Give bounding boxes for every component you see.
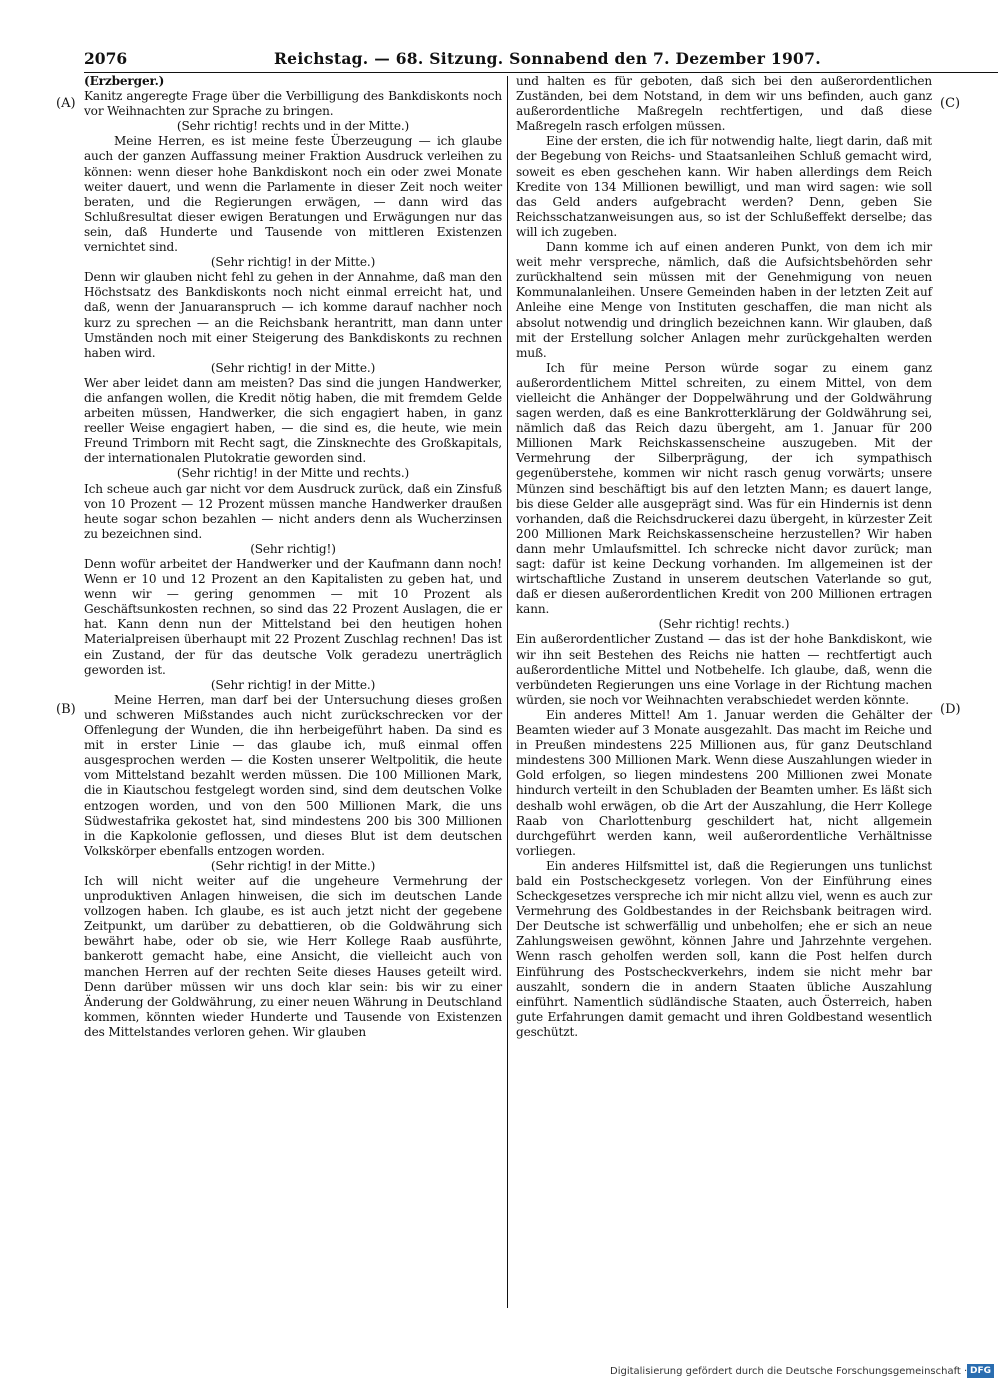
interjection: (Sehr richtig! rechts.) <box>658 617 790 632</box>
column-divider <box>507 76 508 1308</box>
right-column <box>516 74 932 1040</box>
paragraph: Ich will nicht weiter auf die ungeheure Vermehrung der unproduktiven Anlagen hinweisen, die sich im deutschen Lande vollzogen haben. Ich glaube, es ist auch jetzt nicht der gegebene Zeitpunkt, um darüber zu debattieren, ob die Goldwährung sich bewährt habe, oder ob sie, wie Herr Kollege Raab ausführte, bankerott gemacht habe, eine Ansicht, die vielleicht auch von manchen Herren auf der rechten Seite dieses Hauses geteilt wird. Denn darüber müssen wir uns doch klar sein: bis wir zu einer Änderung der Goldwährung, zu einer neuen Währung in Deutschland kommen, könnten wieder Hunderte und Tausende von Existenzen des Mittelstandes verloren gehen. Wir glauben <box>84 873 502 1039</box>
page-number: 2076 <box>84 49 128 68</box>
interjection: (Sehr richtig! rechts und in der Mitte.) <box>176 119 410 134</box>
paragraph: Ich für meine Person würde sogar zu einem ganz außerordentlichem Mittel schreiten, zu einem Mittel, von dem vielleicht die Anhänger der Doppelwährung und der Goldwährung sagen werden, daß es eine Bankrotterklärung der Goldwährung sei, nämlich daß das Reich dazu übergeht, am 1. Januar für 200 Millionen Mark Reichskassenscheine auszugeben. Mit der Vermehrung der Silberprägung, der ich sympathisch gegenüberstehe, kommen wir nicht rasch genug vorwärts; unsere Münzen sind beschäftigt bis auf den letzten Mann; es dauert lange, bis diese Gelder alle ausgeprägt sind. Was für ein Hindernis ist denn vorhanden, daß die Reichsdruckerei dazu übergeht, in kürzester Zeit 200 Millionen Mark Reichskassenscheine herzustellen? Wir haben dann mehr Umlaufsmittel. Ich schrecke nicht davor zurück; man sagt: dafür ist keine Deckung vorhanden. Im allgemeinen ist der wirtschaftliche Zustand in unserem deutschen Vaterlande so gut, daß er diesen außerordentlichen Kredit von 200 Millionen ertragen kann. <box>516 360 932 617</box>
paragraph: Ein anderes Mittel! Am 1. Januar werden die Gehälter der Beamten wieder auf 3 Monate ausgezahlt. Das macht im Reiche und in Preußen mindestens 225 Millionen aus, für ganz Deutschland mindestens 300 Millionen Mark. Wenn diese Auszahlungen wieder in Gold erfolgen, so liegen mindestens 200 Millionen zwei Monate hindurch verteilt in den Schubladen der Beamten umher. Es läßt sich deshalb wohl erwägen, ob die Art der Auszahlung, die Herr Kollege Raab von Charlottenburg geschildert hat, nicht allgemein durchgeführt werden kann, weil außerordentliche Verhältnisse vorliegen. <box>516 707 932 858</box>
footer-credit: Digitalisierung gefördert durch die Deutsche Forschungsgemeinschaft · <box>610 1366 968 1377</box>
paragraph: Wer aber leidet dann am meisten? Das sind die jungen Handwerker, die anfangen wollen, die Kredit nötig haben, die mit fremdem Gelde arbeiten müssen, Handwerker, die sich engagiert haben, in ganz reeller Weise engagiert haben, — die sind es, die heute, wie mein Freund Trimborn mit Recht sagt, die Zinsknechte des Großkapitals, der internationalen Plutokratie geworden sind. <box>84 375 502 466</box>
paragraph: Meine Herren, es ist meine feste Überzeugung — ich glaube auch der ganzen Auffassung meiner Fraktion Ausdruck verleihen zu können: wenn dieser hohe Bankdiskont noch ein oder zwei Monate weiter dauert, und wenn die Parlamente in dieser Zeit noch weiter beraten, und die Regierungen erwägen, — dann wird das Schlußresultat dieser ewigen Beratungen und Erwägungen nur das sein, daß Hunderte und Tausende von mittleren Existenzen vernichtet sind. <box>84 134 502 255</box>
paragraph: Kanitz angeregte Frage über die Verbilligung des Bankdiskonts noch vor Weihnachten zur Sprache zu bringen. <box>84 89 502 119</box>
interjection: (Sehr richtig!) <box>250 541 336 556</box>
left-column <box>84 74 502 1040</box>
header-rule <box>84 72 998 73</box>
paragraph: Denn wofür arbeitet der Handwerker und der Kaufmann dann noch! Wenn er 10 und 12 Prozent an den Kapitalisten zu geben hat, und wenn wir — gering genommen — mit 10 Prozent als Geschäftsunkosten rechnen, so sind das 22 Prozent Auslagen, die er hat. Kann denn nun der Mittelstand bei den heutigen hohen Materialpreisen überhaupt mit 22 Prozent Zuschlag rechnen! Das ist ein Zustand, der für das deutsche Volk geradezu unerträglich geworden ist. <box>84 557 502 677</box>
interjection: (Sehr richtig! in der Mitte.) <box>210 858 376 873</box>
footer <box>600 1362 996 1380</box>
paragraph: Ein außerordentlicher Zustand — das ist der hohe Bankdiskont, wie wir ihn seit Bestehen des Reichs nie hatten — rechtfertigt auch außerordentliche Mittel und Notbehelfe. Ich glaube, daß, wenn die verbündeten Regierungen uns eine Vorlage in der Richtung machen würden, sie noch vor Weihnachten verabschiedet werden könnte. <box>516 632 932 707</box>
margin-marker-d: (D) <box>940 702 961 717</box>
margin-marker-a: (A) <box>56 96 76 111</box>
paragraph: Denn wir glauben nicht fehl zu gehen in der Annahme, daß man den Höchstsatz des Bankdiskonts noch nicht einmal erreicht hat, und daß, wenn der Januaranspruch — ich komme darauf nachher noch kurz zu sprechen — an die Reichsbank herantritt, man dann unter Umständen noch mit einer Steigerung des Bankdiskonts zu rechnen haben wird. <box>84 270 502 360</box>
interjection: (Sehr richtig! in der Mitte und rechts.) <box>176 466 410 481</box>
paragraph: Ich scheue auch gar nicht vor dem Ausdruck zurück, daß ein Zinsfuß von 10 Prozent — 12 Prozent müssen manche Handwerker draußen heute sogar schon bezahlen — nicht anders denn als Wucherzinsen zu bezeichnen sind. <box>84 481 502 541</box>
paragraph: Meine Herren, man darf bei der Untersuchung dieses großen und schweren Mißstandes auch nicht zurückschrecken vor der Offenlegung der Wunden, die ihn herbeigeführt haben. Da sind es mit in erster Linie — das glaube ich, muß einmal offen ausgesprochen werden — die Kosten unserer Weltpolitik, die heute vom Mittelstand bezahlt werden müssen. Die 100 Millionen Mark, die in Kiautschou festgelegt worden sind, sind dem deutschen Volke entzogen worden, und von den 500 Millionen Mark, die uns Südwestafrika gekostet hat, sind mindestens 200 bis 300 Millionen in die Kapkolonie geflossen, und dieses Blut ist dem deutschen Volkskörper ebenfalls entzogen worden. <box>84 692 502 858</box>
interjection: (Sehr richtig! in der Mitte.) <box>210 677 376 692</box>
paragraph: Dann komme ich auf einen anderen Punkt, von dem ich mir weit mehr verspreche, nämlich, daß die Aufsichtsbehörden sehr zurückhaltend sein müssen mit der Genehmigung von neuen Kommunalanleihen. Unsere Gemeinden haben in der letzten Zeit auf Anleihe eine Menge von Instituten geschaffen, die man nicht als absolut notwendig und dringlich bezeichnen kann. Wir glauben, daß mit der Erstellung solcher Anlagen mehr zurückgehalten werden muß. <box>516 240 932 360</box>
interjection: (Sehr richtig! in der Mitte.) <box>210 255 376 270</box>
dfg-logo: DFG <box>967 1364 994 1378</box>
speaker-name: (Erzberger.) <box>84 74 165 88</box>
margin-marker-c: (C) <box>940 96 961 111</box>
running-head: Reichstag. — 68. Sitzung. Sonnabend den 7. Dezember 1907. <box>274 49 821 68</box>
paragraph: Ein anderes Hilfsmittel ist, daß die Regierungen uns tunlichst bald ein Postscheckgesetz vorlegen. Von der Einführung eines Scheckgesetzes verspreche ich mir nicht allzu viel, wenn es auch zur Vermehrung des Goldbestandes in der Reichsbank beitragen wird. Der Deutsche ist schwerfällig und unbeholfen; ehe er sich an neue Zahlungsweisen gewöhnt, können Jahre und Jahrzehnte vergehen. Wenn rasch geholfen werden soll, kann die Post helfen durch Einführung des Postscheckverkehrs, indem sie nicht mehr bar auszahlt, sondern die in andern Staaten übliche Auszahlung einführt. Namentlich südländische Staaten, auch Österreich, haben gute Erfahrungen damit gemacht und ihren Goldbestand wesentlich geschützt. <box>516 858 932 1039</box>
paragraph: und halten es für geboten, daß sich bei den außerordentlichen Zuständen, bei dem Notstand, in dem wir uns befinden, auch ganz außerordentliche Maßregeln rechtfertigen, und daß diese Maßregeln rasch erfolgen müssen. <box>516 74 932 134</box>
running-header <box>84 45 998 71</box>
margin-marker-b: (B) <box>56 702 76 717</box>
paragraph: Eine der ersten, die ich für notwendig halte, liegt darin, daß mit der Begebung von Reichs- und Staatsanleihen Schluß gemacht wird, soweit es eben geschehen kann. Wir haben allerdings dem Reich Kredite von 134 Millionen bewilligt, und man wird sagen: wie soll das Geld anders aufgebracht werden? Denn, geben Sie Reichsschatzanweisungen aus, so ist der Schlußeffekt derselbe; das will ich zugeben. <box>516 134 932 239</box>
interjection: (Sehr richtig! in der Mitte.) <box>210 360 376 375</box>
